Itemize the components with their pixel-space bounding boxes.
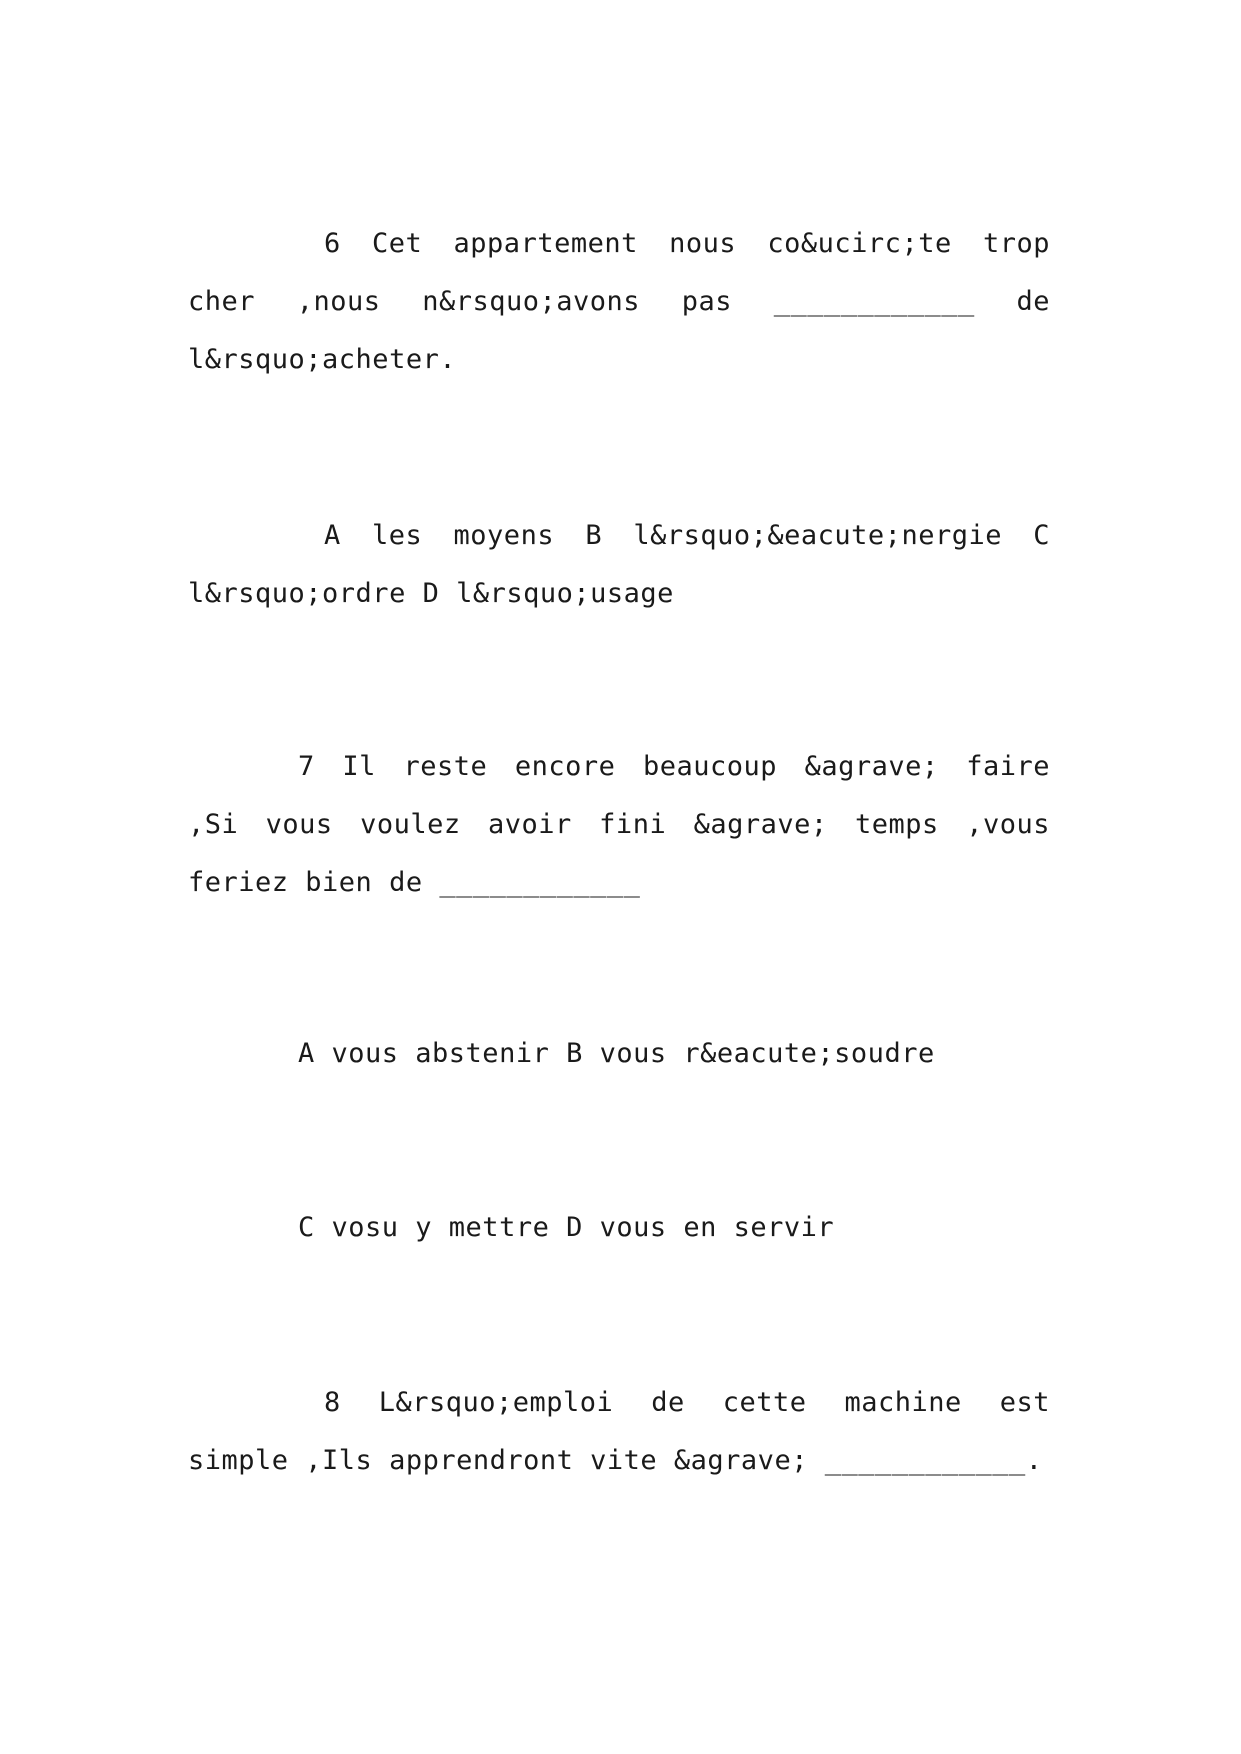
question-8-text: 8 L&rsquo;emploi de cette machine est simple ,Ils apprendront vite &agrave; ____________. [188,1387,1067,1476]
question-6-options: A les moyens B l&rsquo;&eacute;nergie C l&rsquo;ordre D l&rsquo;usage [188,520,1067,609]
question-7-text: 7 Il reste encore beaucoup &agrave; faire ,Si vous voulez avoir fini &agrave; temps ,vous feriez bien de ____________ [188,751,1067,898]
question-7-options-c-d: C vosu y mettre D vous en servir [298,1212,835,1243]
question-6-text: 6 Cet appartement nous co&ucirc;te trop cher ,nous n&rsquo;avons pas ____________ de l&rsquo;acheter. [188,228,1067,375]
question-7-options-a-b: A vous abstenir B vous r&eacute;soudre [298,1038,935,1069]
